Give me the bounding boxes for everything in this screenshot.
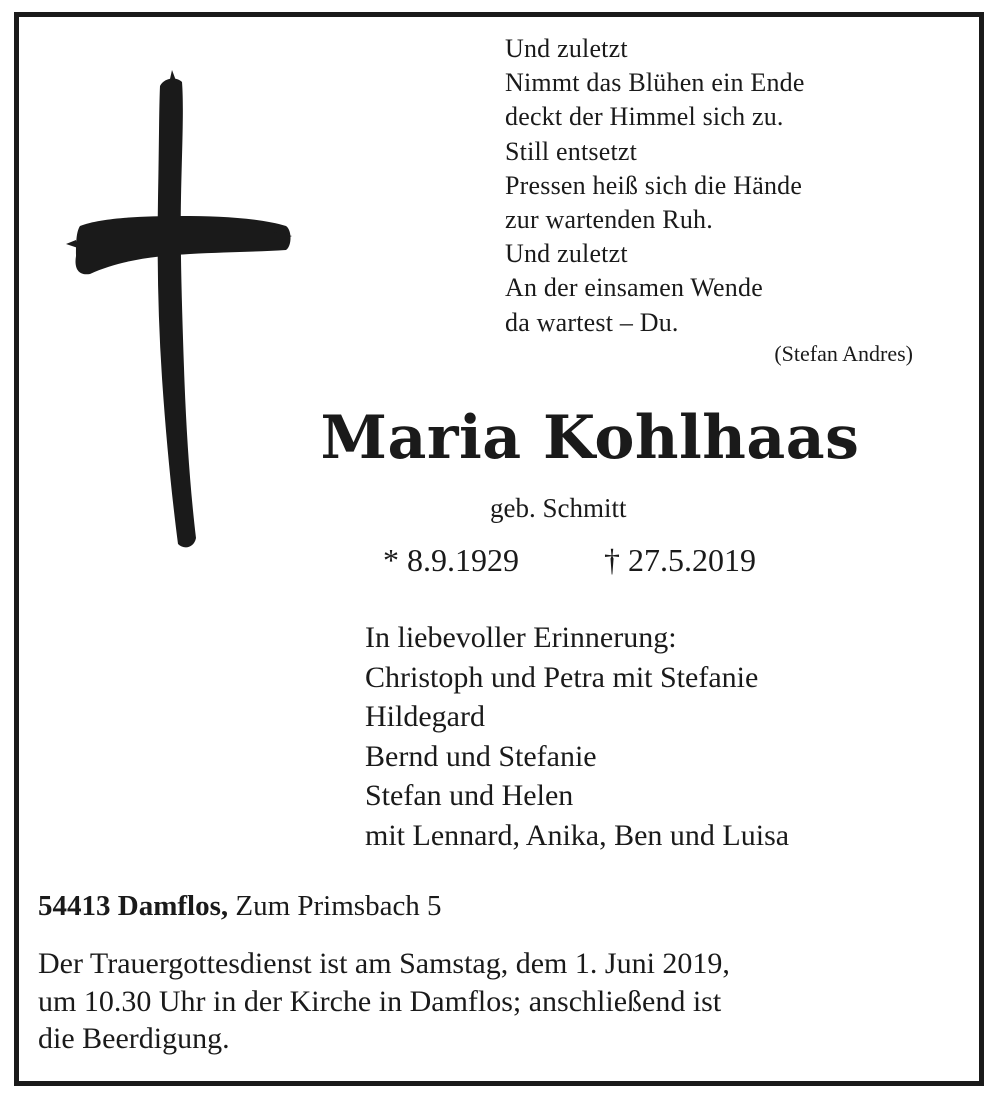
birth-name: geb. Schmitt [490,493,627,523]
poem-line: zur wartenden Ruh. [505,205,713,235]
mourners-list [365,618,789,855]
birth-date: * 8.9.1929 [383,542,519,578]
poem [505,32,925,340]
service-line: um 10.30 Uhr in der Kirche in Damflos; anschließend ist [38,984,722,1018]
service-line: Der Trauergottesdienst ist am Samstag, dem 1. Juni 2019, [38,947,730,980]
poem-author: (Stefan Andres) [774,341,913,366]
brush-cross-icon [60,68,292,552]
poem-line: deckt der Himmel sich zu. [505,102,784,132]
address-street: Zum Primsbach 5 [235,890,442,922]
poem-line: da wartest – Du. [505,307,679,337]
mourner-line: mit Lennard, Anika, Ben und Luisa [365,818,790,852]
address-town: 54413 Damflos, [38,890,229,922]
mourner-line: Christoph und Petra mit Stefanie [365,660,759,694]
service-line: die Beerdigung. [38,1022,230,1055]
poem-line: An der einsamen Wende [505,273,763,303]
poem-line: Still entsetzt [505,136,638,166]
funeral-service-notice [38,945,948,1058]
mourner-line: Bernd und Stefanie [365,739,597,773]
poem-line: Nimmt das Blühen ein Ende [505,68,805,98]
mourner-line: Stefan und Helen [365,779,574,812]
address [38,890,442,923]
mourner-line: Hildegard [365,700,485,733]
mourners-intro: In liebevoller Erinnerung: [365,621,677,654]
poem-line: Pressen heiß sich die Hände [505,170,803,200]
deceased-name: Maria Kohlhaas [320,403,860,473]
death-date: † 27.5.2019 [604,542,756,578]
poem-line: Und zuletzt [505,34,628,63]
poem-line: Und zuletzt [505,239,628,269]
